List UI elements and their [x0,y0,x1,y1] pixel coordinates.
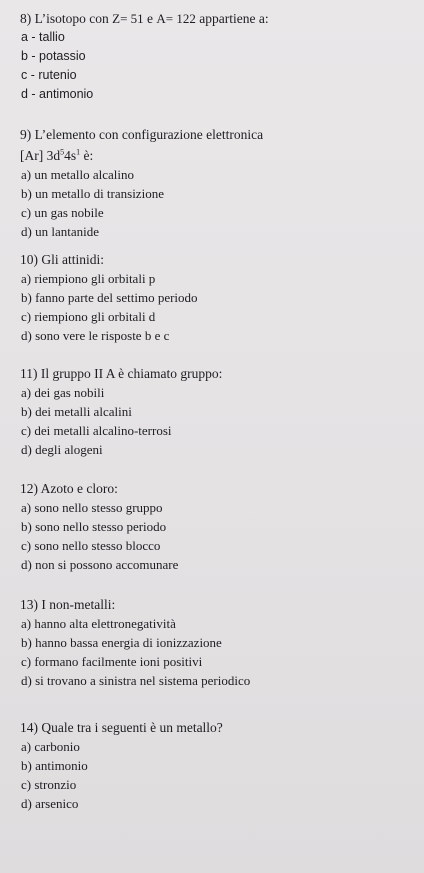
option-8b: b - potassio [21,49,86,63]
question-13 [0,596,424,690]
question-12 [0,480,424,574]
question-14-title: 14) Quale tra i seguenti è un metallo? [20,720,223,735]
option-12a: a) sono nello stesso gruppo [21,500,163,515]
config-base: [Ar] 3d [20,148,61,163]
option-11d: d) degli alogeni [21,442,103,457]
question-8-title [20,10,424,28]
option-9a: a) un metallo alcalino [21,167,134,182]
question-8-text-after: appartiene a: [199,11,269,26]
config-end: è: [80,148,94,163]
config-mid: 4s [64,148,77,163]
question-10 [0,251,424,345]
option-9d: d) un lantanide [21,224,99,239]
option-11b: b) dei metalli alcalini [21,404,132,419]
option-10c: c) riempiono gli orbitali d [21,309,156,324]
question-14 [0,719,424,813]
question-11 [0,365,424,459]
config-exp-d: 5 [60,147,65,157]
option-14d: d) arsenico [21,796,79,811]
option-14a: a) carbonio [21,739,80,754]
question-13-title: 13) I non-metalli: [20,597,116,612]
option-10b: b) fanno parte del settimo periodo [21,290,198,305]
option-11a: a) dei gas nobili [21,385,105,400]
option-11c: c) dei metalli alcalino-terrosi [21,423,172,438]
option-8c: c - rutenio [21,68,77,82]
option-9c: c) un gas nobile [21,205,104,220]
electron-configuration [20,147,424,165]
option-13c: c) formano facilmente ioni positivi [21,654,203,669]
option-9b: b) un metallo di transizione [21,186,164,201]
question-8 [0,10,424,104]
question-10-title: 10) Gli attinidi: [20,252,104,267]
option-8a: a - tallio [21,30,65,44]
option-12c: c) sono nello stesso blocco [21,538,161,553]
question-9-title: 9) L’elemento con configurazione elettronica [20,127,264,142]
option-13a: a) hanno alta elettronegatività [21,616,176,631]
option-8d: d - antimonio [21,87,94,101]
mass-number: A= 122 [156,11,196,26]
question-12-title: 12) Azoto e cloro: [20,481,118,496]
option-13b: b) hanno bassa energia di ionizzazione [21,635,222,650]
option-12d: d) non si possono accomunare [21,557,179,572]
option-14b: b) antimonio [21,758,88,773]
option-10d: d) sono vere le risposte b e c [21,328,170,343]
question-8-text-before: L’isotopo con [34,11,109,26]
option-12b: b) sono nello stesso periodo [21,519,167,534]
option-13d: d) si trovano a sinistra nel sistema periodico [21,673,251,688]
question-9 [0,126,424,241]
question-8-number: 8) [20,11,32,26]
atomic-number: Z= 51 [112,11,144,26]
question-11-title: 11) Il gruppo II A è chiamato gruppo: [20,366,223,381]
option-14c: c) stronzio [21,777,77,792]
question-8-mid: e [147,11,154,26]
option-10a: a) riempiono gli orbitali p [21,271,156,286]
config-exp-s: 1 [76,147,81,157]
